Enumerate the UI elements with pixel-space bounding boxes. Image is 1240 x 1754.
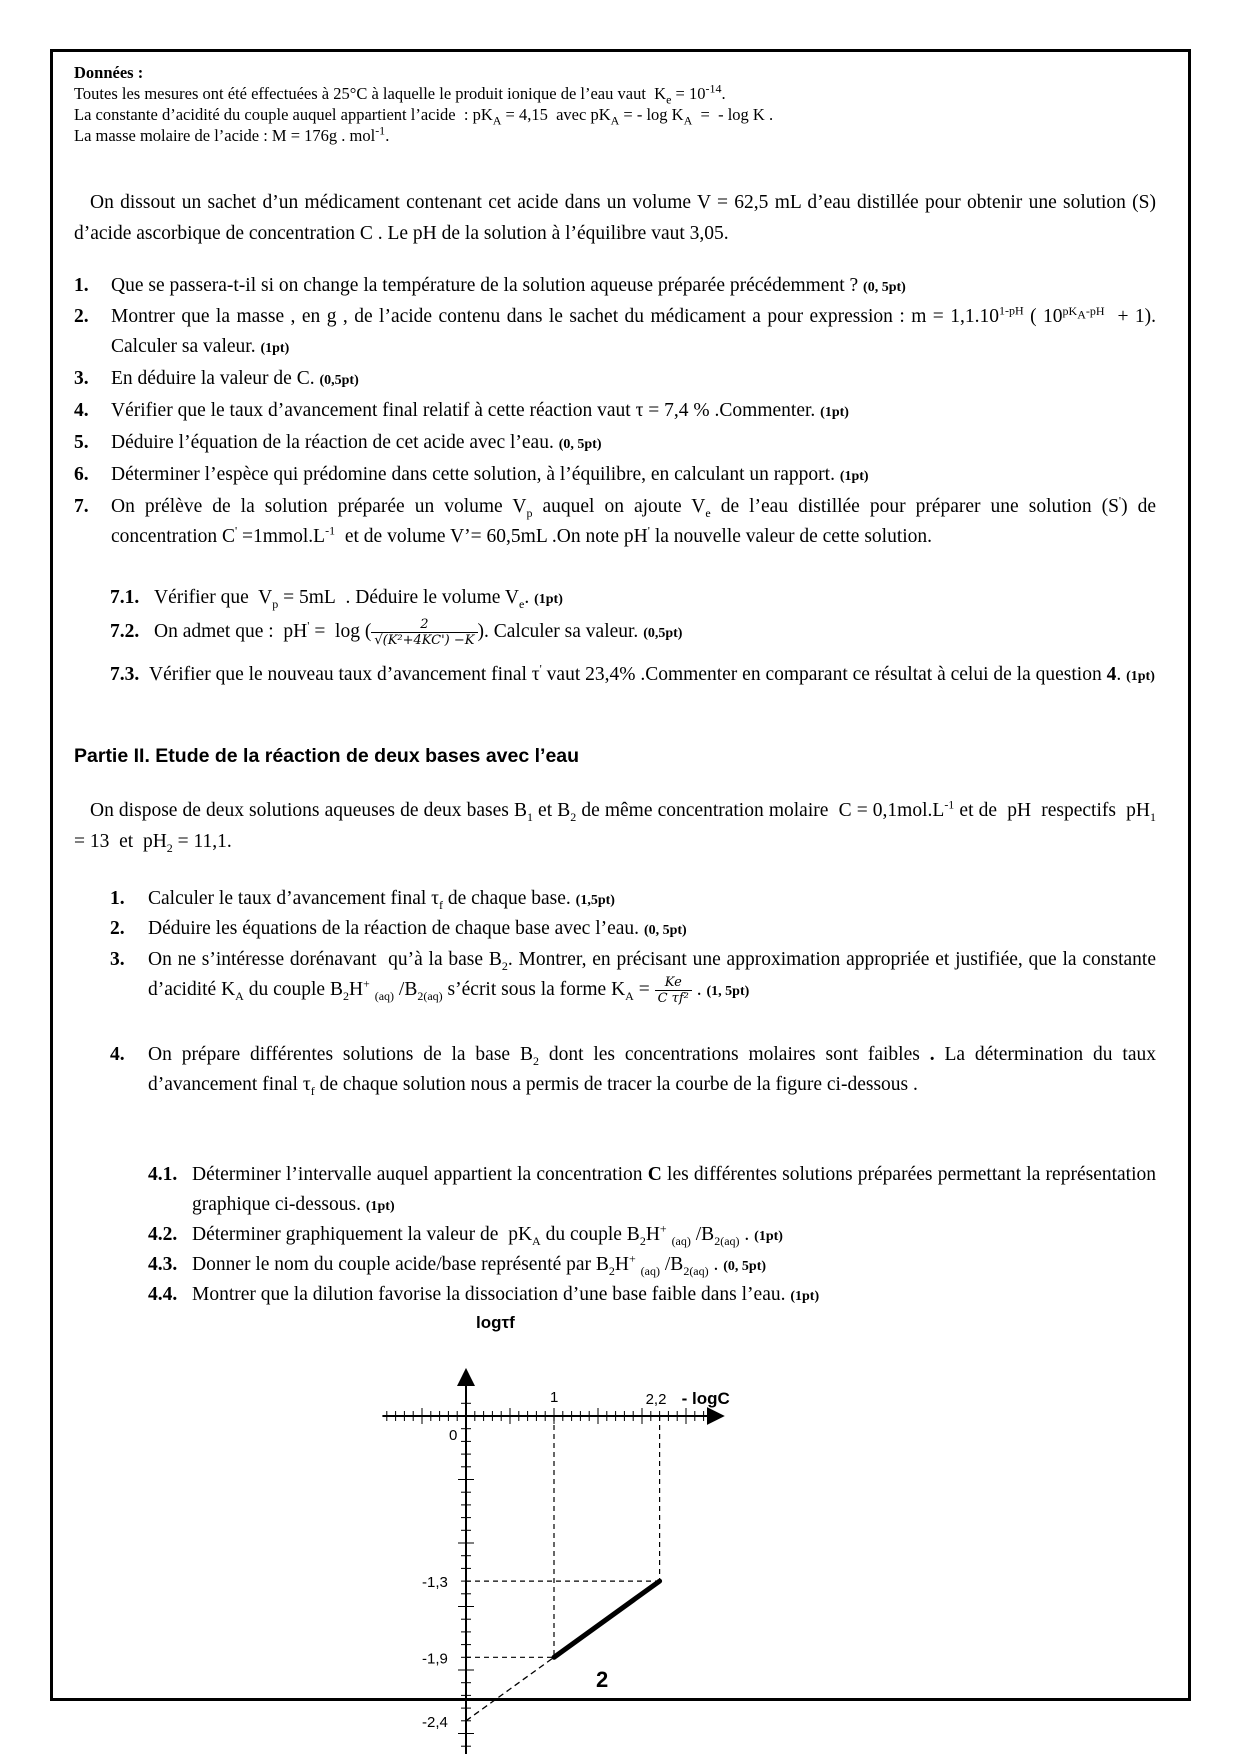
question-2: 2. Montrer que la masse , en g , de l’acide contenu dans le sachet du médicament a pour expression : $m = 1,1.10^{1-pH}$ ( $10^{pK_A-pH} + 1$). Calculer sa valeur. (1pt) — [74, 303, 1156, 357]
part2-question-4-3: 4.3. Donner le nom du couple acide/base représenté par $B_2H^+$ $_{(aq)}$ $/B_{2(aq)}$ . (0, 5pt) — [148, 1251, 767, 1278]
question-1: 1. Que se passera-t-il si on change la température de la solution aqueuse préparée précédemment ? (0, 5pt) — [74, 275, 906, 296]
part2-question-3: 3. On ne s’intéresse dorénavant qu’à la base $B_2$. Montrer, en précisant une approximation appropriée et justifiée, que la constante d’acidité $K_A$ du couple $B_2H^+$ $_{(aq)}$ $/B_{2(aq)}$ s’écrit sous la forme $K_A$ = $\frac{Ke}{\text{C τf²}}$ . (1, 5pt) — [110, 949, 1156, 1007]
donnees-line-3: La masse molaire de l’acide : M = 176g . mol$^{-1}$. — [74, 123, 390, 145]
question-4: 4. Vérifier que le taux d’avancement final relatif à cette réaction vaut τ = 7,4 % .Commenter. (1pt) — [74, 400, 849, 421]
part2-question-4: 4. On prépare différentes solutions de la base $B_2$ dont les concentrations molaires sont faibles . La détermination du taux d’avancement final $\tau_f$ de chaque solution nous a permis de tracer la courbe de la figure ci-dessous . — [110, 1044, 1156, 1098]
donnees-block — [74, 62, 773, 146]
question-7: 7. On prélève de la solution préparée un volume $V_p$ auquel on ajoute $V_e$ de l’eau distillée pour préparer une solution (S') de concentration $C' =1mmol.L^{-1}$ et de volume V’= 60,5mL .On note pH' la nouvelle valeur de cette solution. — [74, 493, 1157, 547]
x-axis-label: - logC — [681, 1389, 730, 1408]
y-tick-label-1: -1,9 — [422, 1650, 448, 1668]
part2-question-1: 1. Calculer le taux d’avancement final $\tau_f$ de chaque base. (1,5pt) — [110, 888, 615, 912]
donnees-title: Données : — [74, 63, 144, 82]
fraction-ka: $\frac{Ke}{\text{C τf²}}$ — [655, 975, 692, 1006]
question-6: 6. Déterminer l’espèce qui prédomine dans cette solution, à l’équilibre, en calculant un rapport. (1pt) — [74, 464, 869, 485]
part2-question-2: 2. Déduire les équations de la réaction de chaque base avec l’eau. (0, 5pt) — [110, 918, 687, 939]
donnees-line-2: La constante d’acidité du couple auquel appartient l’acide : $pK_A = 4,15$ avec $pK_A$ = - $\log K_A$ = - log K . — [74, 105, 774, 128]
y-tick-label-2: -2,4 — [422, 1713, 448, 1731]
part2-question-4-1: 4.1. Déterminer l’intervalle auquel appartient la concentration C les différentes solutions préparées permettant la représentation graphique ci-dessous. (1pt) — [148, 1164, 1157, 1215]
question-7-3: 7.3. Vérifier que le nouveau taux d’avancement final τ' vaut 23,4% .Commenter en comparant ce résultat à celui de la question 4. (1pt) — [110, 661, 1155, 685]
page-number: 2 — [596, 1667, 609, 1692]
x-tick-label-0: 0 — [449, 1427, 458, 1444]
question-3: 3. En déduire la valeur de C. (0,5pt) — [74, 368, 359, 389]
intro-paragraph: On dissout un sachet d’un médicament contenant cet acide dans un volume V = 62,5 mL d’eau distillée pour obtenir une solution (S) d’acide ascorbique de concentration C . Le pH de la solution à l’équilibre vaut 3,05. — [74, 192, 1156, 244]
series-courbe — [554, 1581, 660, 1657]
question-7-2: 7.2. On admet que : pH' = log ( $\frac{2}{\text{√(K²+4KC') −K}}$ ). Calculer sa valeur. (0,5pt) — [110, 617, 683, 649]
log-tau-chart — [400, 1300, 840, 1731]
y-axis-label: logτf — [476, 1313, 515, 1332]
part2-question-4-2: 4.2. Déterminer graphiquement la valeur de $pK_A$ du couple $B_2H^+$ $_{(aq)}$ $/B_{2(aq)}$ . (1pt) — [148, 1221, 783, 1248]
part2-question-4-4: 4.4. Montrer que la dilution favorise la dissociation d’une base faible dans l’eau. (1pt) — [148, 1284, 820, 1305]
x-tick-label-2: 2,2 — [645, 1391, 667, 1408]
question-5: 5. Déduire l’équation de la réaction de cet acide avec l’eau. (0, 5pt) — [74, 432, 602, 453]
question-7-1: 7.1. Vérifier que $V_p = 5mL$ . Déduire le volume $V_e$. (1pt) — [110, 587, 563, 611]
y-tick-label-0: -1,3 — [422, 1574, 448, 1592]
fraction-ph: $\frac{2}{\text{√(K²+4KC') −K}}$ — [371, 617, 477, 648]
part2-heading: Partie II. Etude de la réaction de deux bases avec l’eau — [74, 745, 580, 767]
donnees-line-1: Toutes les mesures ont été effectuées à 25°C à laquelle le produit ionique de l’eau vaut $K_e = 10^{-14}$. — [74, 81, 726, 107]
part2-intro: On dispose de deux solutions aqueuses de deux bases $B_1$ et $B_2$ de même concentration molaire $C = 0,1mol.L^{-1}$ et de pH respectifs $pH_1 = 13$ et $pH_2 = 11,1$. — [74, 797, 1156, 855]
x-tick-label-1: 1 — [550, 1389, 559, 1406]
